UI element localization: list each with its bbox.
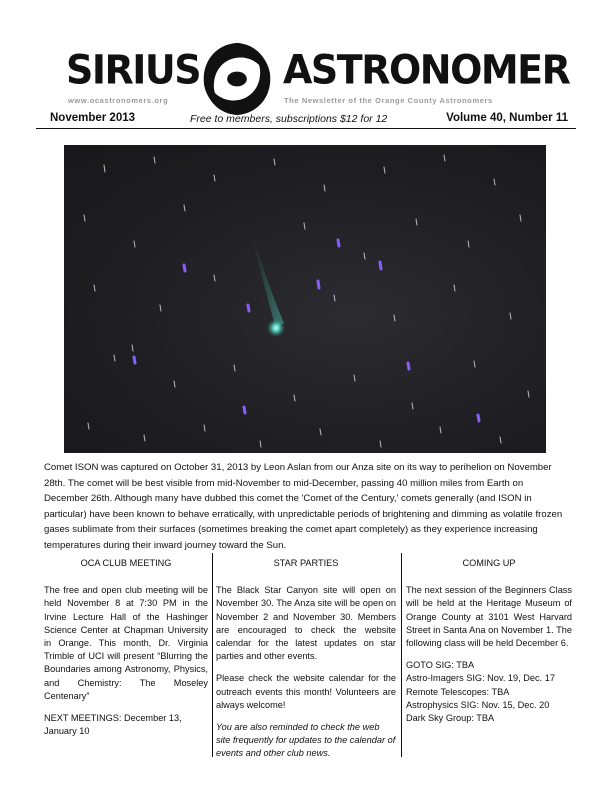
volume-number: Volume 40, Number 11 xyxy=(446,112,568,124)
tagline: The Newsletter of the Orange County Astronomers xyxy=(284,96,493,105)
newsletter-title-right: ASTRONOMER xyxy=(283,46,570,94)
sig-list xyxy=(406,659,572,725)
list-item: Astro-Imagers SIG: Nov. 19, Dec. 17 xyxy=(406,673,555,684)
subscription-pricing: Free to members, subscriptions $12 for 12 xyxy=(190,113,388,125)
swirl-logo-icon xyxy=(196,38,278,120)
issue-date: November 2013 xyxy=(50,112,136,124)
list-item: GOTO SIG: TBA xyxy=(406,660,475,671)
club-meeting-body: The free and open club meeting will be held November 8 at 7:30 PM in the Irvine Lecture Hall of the Hashinger Science Center at Chapman University in Orange. This month, Dr. Virginia Trimble of UCI will present “Blurring the Boundaries among Astronomy, Physics, and Chemistry: The Moseley Centenary” xyxy=(44,585,208,701)
photo-caption: Comet ISON was captured on October 31, 2013 by Leon Aslan from our Anza site on its way to perihelion on November 28th. The comet will be best visible from mid-November to mid-December, passing 40 million miles from Earth on December 26th. Although many have dubbed this comet the 'Comet of the Century,' comets generally (and ISON in particular) have been known to behave erratically, with unpredictable periods of brightening and dimming as volatile frozen gases sublimate from their surfaces (sometimes breaking the comet apart completely) as they experience increasing temperatures during their inward journey toward the Sun. xyxy=(44,462,563,551)
star-parties-column xyxy=(216,553,396,757)
beginners-class-body: The next session of the Beginners Class will be held at the Heritage Museum of Orange County at 3101 West Harvard Street in Santa Ana on November 1. The following class will be held December 6. xyxy=(406,585,572,649)
list-item: Astrophysics SIG: Nov. 15, Dec. 20 xyxy=(406,699,550,710)
star-parties-heading: STAR PARTIES xyxy=(273,558,339,568)
coming-up-column xyxy=(406,553,572,757)
club-meeting-heading: OCA CLUB MEETING xyxy=(80,558,172,568)
comet-photo xyxy=(64,145,546,453)
list-item: Dark Sky Group: TBA xyxy=(406,713,495,724)
column-divider xyxy=(401,553,402,757)
star-parties-body: The Black Star Canyon site will open on November 30. The Anza site will be open on November 2 and November 30. Members are encouraged to check the website calendar for the latest updates on star parties and other events. xyxy=(216,585,396,662)
next-meetings: NEXT MEETINGS: December 13, January 10 xyxy=(44,713,182,737)
list-item: Remote Telescopes: TBA xyxy=(406,686,510,697)
outreach-note: Please check the website calendar for the outreach events this month! Volunteers are always welcome! xyxy=(216,673,396,710)
website-url[interactable]: www.ocastronomers.org xyxy=(68,96,169,105)
newsletter-title-left: SIRIUS xyxy=(66,46,201,94)
masthead xyxy=(0,0,612,112)
coming-up-heading: COMING UP xyxy=(462,558,516,568)
club-meeting-column xyxy=(44,553,208,757)
issue-bar xyxy=(36,110,576,129)
website-reminder: You are also reminded to check the web site frequently for updates to the calendar of events and other club news. xyxy=(216,722,396,759)
starfield-image xyxy=(64,145,546,453)
column-divider xyxy=(212,553,213,757)
